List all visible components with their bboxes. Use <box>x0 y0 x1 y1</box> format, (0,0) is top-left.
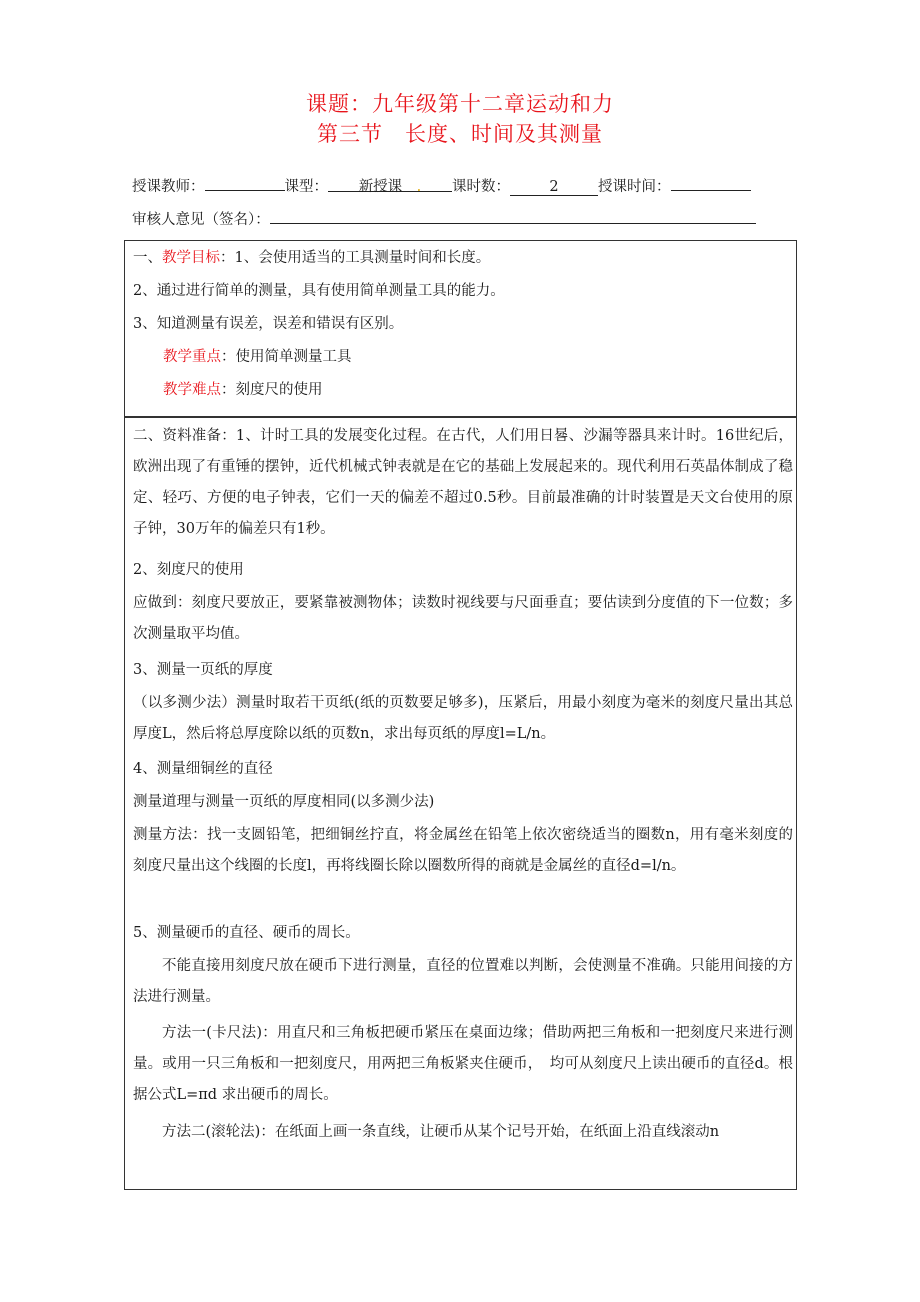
paragraph-coin-intro: 不能直接用刻度尺放在硬币下进行测量，直径的位置难以判断，会使测量不准确。只能用间接的方法进行测量。 <box>133 958 793 1005</box>
page-title-line1: 课题：九年级第十二章运动和力 <box>306 92 614 116</box>
goal-line-2: 2、通过进行简单的测量，具有使用简单测量工具的能力。 <box>133 283 505 299</box>
teaching-difficulty: 教学难点：刻度尺的使用 <box>163 382 323 398</box>
reviewer-label: 审核人意见（签名）： <box>132 212 270 228</box>
lesson-meta-row <box>132 174 751 196</box>
paragraph-coin-method2: 方法二(滚轮法)：在纸面上画一条直线，让硬币从某个记号开始，在纸面上沿直线滚动n <box>162 1124 720 1140</box>
heading-paper-thickness: 3、测量一页纸的厚度 <box>133 662 273 678</box>
type-value: 新授课 <box>358 179 403 195</box>
heading-coin: 5、测量硬币的直径、硬币的周长。 <box>133 925 360 941</box>
type-label: 课型： <box>284 179 328 195</box>
hours-field[interactable]: 2 <box>510 179 598 196</box>
paragraph-paper-thickness: （以多测少法）测量时取若干页纸(纸的页数要足够多)，压紧后，用最小刻度为毫米的刻度尺量出其总厚度L，然后将总厚度除以纸的页数n，求出每页纸的厚度l=L/n。 <box>133 695 793 742</box>
heading-copper-wire: 4、测量细铜丝的直径 <box>133 761 273 777</box>
time-field[interactable] <box>671 174 751 191</box>
teaching-focus: 教学重点：使用简单测量工具 <box>163 349 352 365</box>
paragraph-timekeeping: 二、资料准备：1、计时工具的发展变化过程。在古代，人们用日晷、沙漏等器具来计时。16世纪后，欧洲出现了有重锤的摆钟，近代机械式钟表就是在它的基础上发展起来的。现代利用石英晶体制成了稳定、轻巧、方便的电子钟表，它们一天的偏差不超过0.5秒。目前最准确的计时装置是天文台使用的原子钟，30万年的偏差只有1秒。 <box>133 428 793 537</box>
hours-label: 课时数： <box>452 179 510 195</box>
goal-line-3: 3、知道测量有误差，误差和错误有区别。 <box>133 316 404 332</box>
teaching-goals-box <box>124 240 797 417</box>
paragraph-coin-method1: 方法一(卡尺法)：用直尺和三角板把硬币紧压在桌面边缘；借助两把三角板和一把刻度尺来进行测量。或用一只三角板和一把刻度尺，用两把三角板紧夹住硬币， 均可从刻度尺上读出硬币的直径d。根据公式L=πd 求出硬币的周长。 <box>133 1025 793 1103</box>
goal-heading: 教学目标 <box>162 250 220 266</box>
type-field[interactable]: 新授课 . <box>328 175 452 192</box>
paragraph-wire-method: 测量方法：找一支圆铅笔，把细铜丝拧直，将金属丝在铅笔上依次密绕适当的圈数n，用有毫米刻度的刻度尺量出这个线圈的长度l，再将线圈长除以圈数所得的商就是金属丝的直径d=l/n。 <box>133 827 793 874</box>
reviewer-row <box>132 207 756 229</box>
materials-box <box>124 417 797 1190</box>
teacher-label: 授课教师： <box>132 179 205 195</box>
page-title-line2: 第三节 长度、时间及其测量 <box>317 122 603 146</box>
time-label: 授课时间： <box>598 179 671 195</box>
goal-line-1: 一、教学目标：1、会使用适当的工具测量时间和长度。 <box>133 250 491 266</box>
reviewer-field[interactable] <box>270 207 756 224</box>
paragraph-wire-principle: 测量道理与测量一页纸的厚度相同(以多测少法) <box>133 794 435 810</box>
heading-ruler-use: 2、刻度尺的使用 <box>133 562 244 578</box>
paragraph-ruler-use: 应做到：刻度尺要放正，要紧靠被测物体；读数时视线要与尺面垂直；要估读到分度值的下一位数；多次测量取平均值。 <box>133 595 793 642</box>
teacher-field[interactable] <box>205 174 285 191</box>
